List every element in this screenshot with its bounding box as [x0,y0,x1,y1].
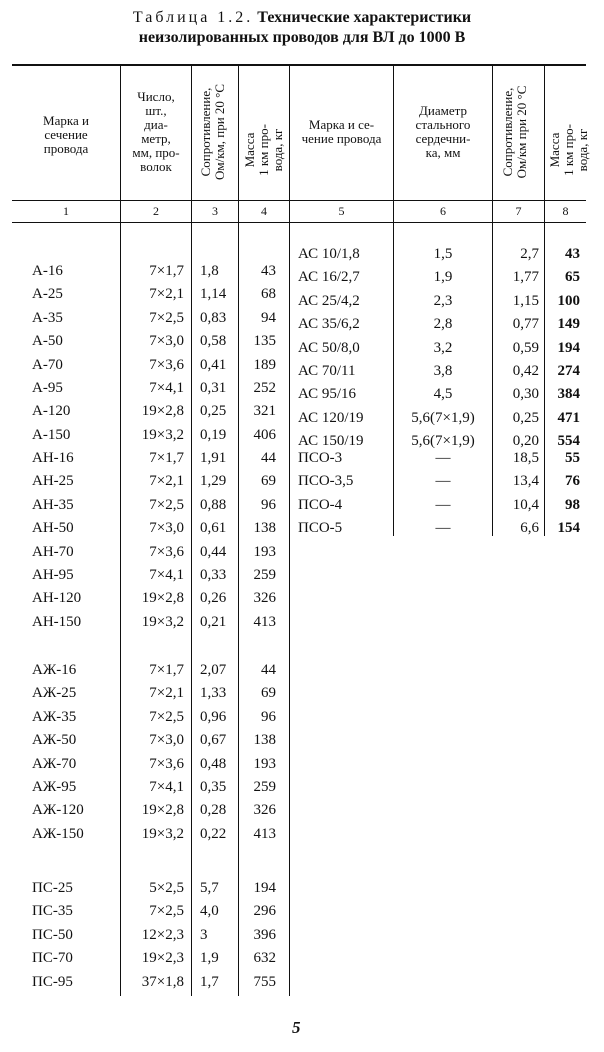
left-wire-grade-cell: АЖ-25 [32,685,77,702]
right-mass-cell: 471 [557,409,580,426]
left-mass-cell: 259 [253,567,276,583]
table-caption-lead: Таблица 1.2. [132,9,254,26]
right-resistance-cell: 2,7 [520,246,539,262]
right-resistance-cell: 1,15 [512,292,539,309]
right-mass-cell: 100 [557,292,580,309]
left-mass-cell: 396 [253,926,276,943]
left-strands-cell: 7×1,7 [149,450,184,466]
left-wire-grade-cell: АН-150 [32,613,82,630]
right-wire-grade-cell: ПСО-5 [298,520,343,537]
right-mass-cell: 154 [557,520,580,537]
table-caption-text: Технические характеристики [257,9,472,26]
header-col2: Число, шт., диа- метр, мм, про- волок [132,89,180,174]
left-mass-cell: 138 [253,732,276,749]
right-mass-cell: 65 [565,269,580,286]
left-wire-grade-cell: АН-50 [32,520,74,537]
right-resistance-cell: 0,59 [512,339,539,356]
header-col8: Масса 1 км про- вода, кг [547,124,590,176]
left-resistance-cell: 5,7 [200,880,219,896]
header-col6: Диаметр стального сердечни- ка, мм [415,103,471,160]
left-resistance-cell: 0,35 [200,779,227,795]
column-number-8: 8 [562,204,569,218]
left-strands-cell: 5×2,5 [149,880,184,896]
right-resistance-cell: 13,4 [512,473,539,490]
right-resistance-cell: 10,4 [512,496,539,513]
left-mass-cell: 321 [253,403,276,420]
right-resistance-cell: 0,20 [512,433,539,450]
left-wire-grade-cell: А-120 [32,403,71,420]
left-resistance-cell: 0,25 [200,403,227,420]
right-mass-cell: 98 [565,496,580,513]
left-mass-cell: 193 [253,543,276,560]
left-wire-grade-cell: АЖ-150 [32,825,84,842]
left-resistance-cell: 0,26 [200,590,227,607]
left-wire-grade-cell: ПС-25 [32,880,73,896]
right-mass-cell: 274 [557,363,580,379]
right-core-diameter-cell: — [435,520,451,537]
table-title-line2: неизолированных проводов для ВЛ до 1000 В [138,29,466,46]
left-strands-cell: 19×2,8 [141,590,184,607]
left-resistance-cell: 0,19 [200,426,227,443]
left-wire-grade-cell: АЖ-50 [32,732,77,749]
left-resistance-cell: 0,48 [200,755,227,772]
left-mass-cell: 68 [261,286,276,303]
right-core-diameter-cell: 1,9 [433,269,453,286]
left-resistance-cell: 0,88 [200,496,227,513]
left-resistance-cell: 3 [200,926,208,943]
left-strands-cell: 7×4,1 [149,567,184,583]
left-strands-cell: 7×2,1 [149,685,184,702]
header-col3: Сопротивление, Ом/км, при 20 °С [198,83,227,181]
left-mass-cell: 194 [253,880,276,896]
column-number-3: 3 [212,204,218,218]
left-mass-cell: 44 [261,450,276,466]
left-wire-grade-cell: А-95 [32,380,63,396]
left-mass-cell: 43 [261,263,276,279]
right-mass-cell: 55 [565,450,580,466]
table-title-line1 [0,8,604,28]
left-resistance-cell: 1,7 [200,973,219,990]
left-mass-cell: 326 [253,590,276,607]
left-mass-cell: 96 [261,708,276,725]
left-wire-grade-cell: ПС-70 [32,950,73,967]
right-core-diameter-cell: 3,2 [433,339,453,356]
left-mass-cell: 296 [253,903,276,920]
left-wire-grade-cell: ПС-95 [32,973,73,990]
left-wire-grade-cell: АН-25 [32,473,74,490]
header-col4: Масса 1 км про- вода, кг [242,124,285,176]
left-resistance-cell: 0,58 [200,333,227,350]
right-wire-grade-cell: АС 70/11 [298,363,356,379]
right-resistance-cell: 18,5 [512,450,539,466]
right-core-diameter-cell: — [435,496,451,513]
left-strands-cell: 7×3,0 [149,520,184,537]
left-mass-cell: 96 [261,496,276,513]
left-resistance-cell: 0,28 [200,802,227,819]
header-col5: Марка и се- чение провода [301,117,382,146]
left-resistance-cell: 0,96 [200,708,227,725]
header-bottom-rule [12,200,586,201]
left-wire-grade-cell: АН-120 [32,590,82,607]
left-wire-grade-cell: А-150 [32,426,71,443]
left-mass-cell: 259 [253,779,276,795]
right-wire-grade-cell: АС 25/4,2 [298,292,360,309]
column-number-5: 5 [338,204,345,218]
left-mass-cell: 413 [253,613,276,630]
left-strands-cell: 12×2,3 [141,926,184,943]
left-mass-cell: 69 [261,473,276,490]
left-strands-cell: 7×1,7 [149,263,184,279]
right-resistance-cell: 0,77 [512,316,539,333]
right-resistance-cell: 1,77 [512,269,539,286]
page-number: 5 [292,1018,301,1037]
left-wire-grade-cell: А-70 [32,356,63,373]
left-strands-cell: 7×2,5 [149,309,184,326]
left-mass-cell: 94 [261,309,276,326]
left-resistance-cell: 0,22 [200,825,227,842]
left-resistance-cell: 1,33 [200,685,227,702]
left-strands-cell: 7×2,1 [149,473,184,490]
left-resistance-cell: 0,21 [200,613,227,630]
right-wire-grade-cell: ПСО-3 [298,450,343,466]
left-wire-grade-cell: ПС-35 [32,903,73,920]
right-wire-grade-cell: ПСО-4 [298,496,343,513]
left-resistance-cell: 2,07 [200,662,227,678]
left-strands-cell: 7×2,1 [149,286,184,303]
left-wire-grade-cell: АЖ-120 [32,802,84,819]
right-mass-cell: 554 [557,433,580,450]
right-mass-cell: 76 [565,473,580,490]
left-resistance-cell: 4,0 [200,903,219,920]
column-number-6: 6 [440,204,446,218]
column-number-rule [12,222,586,223]
left-strands-cell: 7×3,6 [149,356,184,373]
left-wire-grade-cell: АЖ-95 [32,779,77,795]
left-resistance-cell: 1,91 [200,450,227,466]
left-strands-cell: 7×3,6 [149,543,184,560]
left-mass-cell: 135 [253,333,276,350]
left-mass-cell: 193 [253,755,276,772]
right-wire-grade-cell: АС 16/2,7 [298,269,360,286]
right-core-diameter-cell: 5,6(7×1,9) [411,409,475,426]
column-number-4: 4 [261,204,267,218]
column-number-2: 2 [153,204,159,218]
left-strands-cell: 19×2,8 [141,403,184,420]
right-core-diameter-cell: — [435,473,451,490]
left-resistance-cell: 0,31 [200,380,227,396]
left-strands-cell: 19×2,8 [141,802,184,819]
left-strands-cell: 7×4,1 [149,380,184,396]
left-wire-grade-cell: АН-16 [32,450,74,466]
right-core-diameter-cell: 5,6(7×1,9) [411,433,475,450]
left-mass-cell: 44 [261,662,276,678]
left-resistance-cell: 1,9 [200,950,219,967]
right-core-diameter-cell: 3,8 [433,363,453,379]
right-core-diameter-cell: 1,5 [433,246,453,262]
left-wire-grade-cell: А-50 [32,333,63,350]
header-col7: Сопротивление, Ом/км при 20 °С [500,85,529,179]
left-resistance-cell: 1,8 [200,263,219,279]
left-wire-grade-cell: ПС-50 [32,926,73,943]
right-core-diameter-cell: 4,5 [433,386,453,403]
left-resistance-cell: 0,44 [200,543,227,560]
right-resistance-cell: 0,30 [512,386,539,403]
left-resistance-cell: 1,29 [200,473,227,490]
right-core-diameter-cell: — [435,450,451,466]
left-strands-cell: 7×1,7 [149,662,184,678]
left-resistance-cell: 0,61 [200,520,227,537]
right-wire-grade-cell: АС 35/6,2 [298,316,360,333]
column-divider-6 [492,66,493,536]
right-resistance-cell: 6,6 [520,520,539,537]
left-resistance-cell: 0,33 [200,567,227,583]
left-wire-grade-cell: АЖ-35 [32,708,77,725]
left-strands-cell: 7×3,0 [149,333,184,350]
left-strands-cell: 7×3,6 [149,755,184,772]
table-top-rule [12,64,586,66]
left-wire-grade-cell: АН-70 [32,543,74,560]
right-core-diameter-cell: 2,3 [433,292,453,309]
right-resistance-cell: 0,25 [512,409,539,426]
left-strands-cell: 7×3,0 [149,732,184,749]
right-wire-grade-cell: АС 120/19 [298,409,364,426]
left-wire-grade-cell: А-35 [32,309,63,326]
right-mass-cell: 384 [557,386,580,403]
left-strands-cell: 19×3,2 [141,825,184,842]
left-mass-cell: 69 [261,685,276,702]
left-wire-grade-cell: АН-35 [32,496,74,513]
header-col1: Марка и сечение провода [43,113,89,156]
left-wire-grade-cell: АЖ-70 [32,755,77,772]
column-number-7: 7 [515,204,522,218]
right-mass-cell: 194 [557,339,580,356]
right-wire-grade-cell: АС 50/8,0 [298,339,360,356]
left-wire-grade-cell: А-16 [32,263,63,279]
left-mass-cell: 189 [253,356,276,373]
left-mass-cell: 138 [253,520,276,537]
left-resistance-cell: 0,83 [200,309,227,326]
left-mass-cell: 413 [253,825,276,842]
left-strands-cell: 7×4,1 [149,779,184,795]
left-wire-grade-cell: А-25 [32,286,63,303]
right-wire-grade-cell: АС 150/19 [298,433,364,450]
left-mass-cell: 755 [253,973,276,990]
left-strands-cell: 19×2,3 [141,950,184,967]
right-core-diameter-cell: 2,8 [433,316,453,333]
left-resistance-cell: 0,41 [200,356,227,373]
left-mass-cell: 326 [253,802,276,819]
left-resistance-cell: 0,67 [200,732,227,749]
right-wire-grade-cell: АС 95/16 [298,386,357,403]
left-strands-cell: 7×2,5 [149,496,184,513]
right-wire-grade-cell: АС 10/1,8 [298,246,360,262]
right-mass-cell: 43 [565,246,580,262]
left-strands-cell: 19×3,2 [141,426,184,443]
left-mass-cell: 252 [253,380,276,396]
left-wire-grade-cell: АН-95 [32,567,74,583]
left-strands-cell: 7×2,5 [149,708,184,725]
left-mass-cell: 632 [253,950,276,967]
left-strands-cell: 19×3,2 [141,613,184,630]
left-strands-cell: 7×2,5 [149,903,184,920]
right-mass-cell: 149 [557,316,580,333]
left-mass-cell: 406 [253,426,276,443]
right-wire-grade-cell: ПСО-3,5 [298,473,354,490]
left-resistance-cell: 1,14 [200,286,227,303]
right-resistance-cell: 0,42 [512,363,539,379]
left-strands-cell: 37×1,8 [141,973,184,990]
left-wire-grade-cell: АЖ-16 [32,662,77,678]
column-number-1: 1 [63,204,69,218]
